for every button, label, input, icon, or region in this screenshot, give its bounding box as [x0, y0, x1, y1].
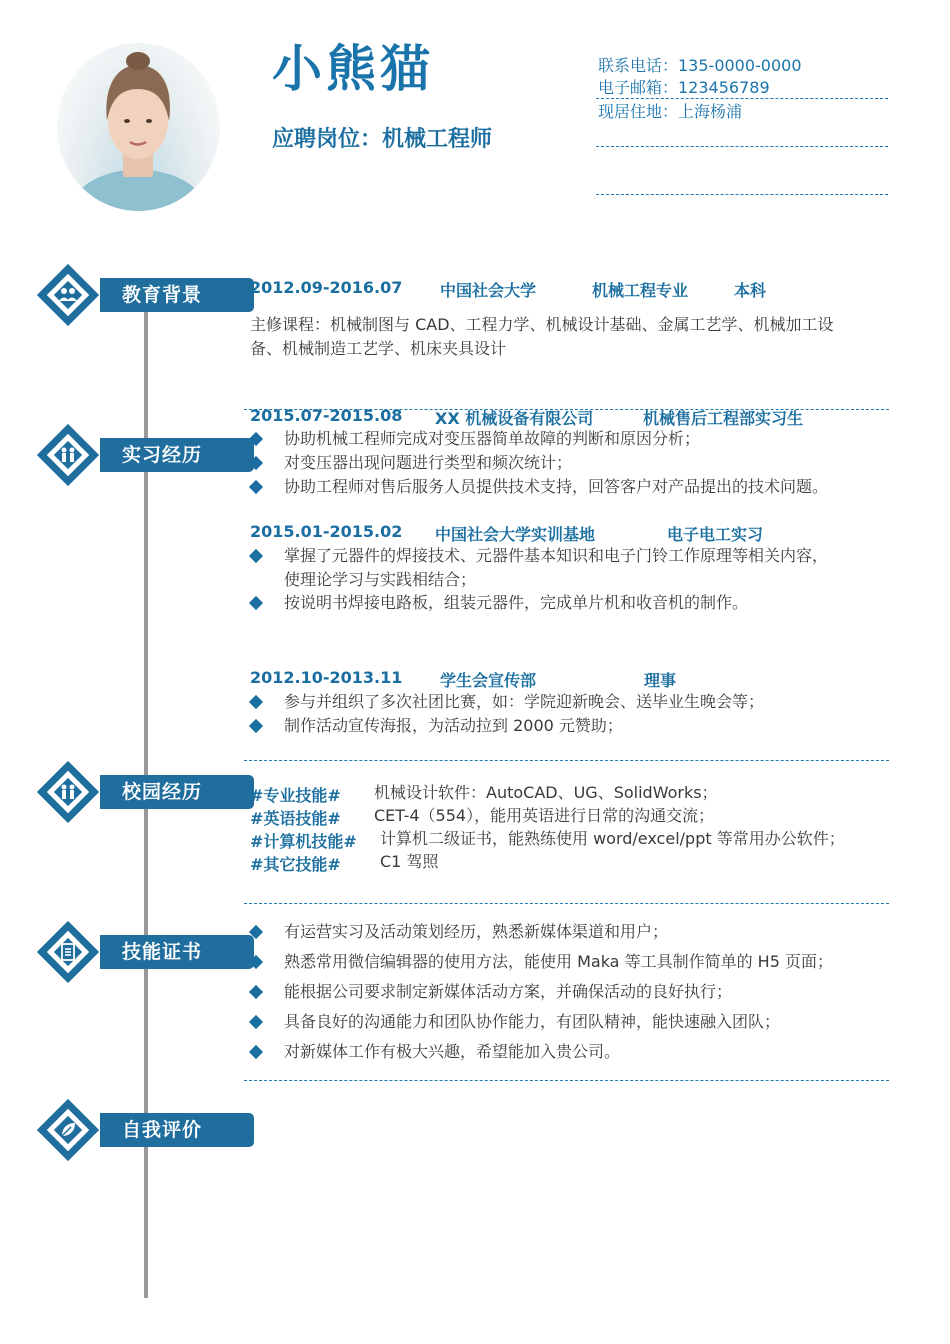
list-item: 熟悉常用微信编辑器的使用方法，能使用 Maka 等工具制作简单的 H5 页面；	[284, 952, 833, 971]
campus-org: 学生会宣传部	[440, 671, 537, 690]
bullet-icon	[249, 985, 263, 999]
contact-phone: 联系电话：135-0000-0000	[598, 56, 802, 75]
leaf-icon	[57, 1119, 79, 1141]
list-item: 协助工程师对售后服务人员提供技术支持，回答客户对产品提出的技术问题。	[284, 477, 829, 496]
bullet-icon	[249, 719, 263, 733]
skill-tag: #计算机技能#	[250, 832, 357, 851]
section-badge-campus	[38, 765, 218, 815]
skill-text: CET-4（554），能用英语进行日常的沟通交流；	[374, 806, 715, 825]
contact-address: 现居住地：上海杨浦	[598, 102, 743, 121]
section-title: 技能证书	[122, 941, 203, 963]
list-item: 能根据公司要求制定新媒体活动方案，并确保活动的良好执行；	[284, 982, 733, 1001]
section-badge-self-eval	[38, 1103, 218, 1153]
list-item: 协助机械工程师完成对变压器简单故障的判断和原因分析；	[284, 429, 701, 448]
section-divider	[244, 1080, 889, 1081]
bullet-icon	[249, 480, 263, 494]
section-badge-education	[38, 268, 218, 318]
candidate-name: 小熊猫	[272, 40, 434, 98]
contact-divider	[596, 146, 888, 147]
job-position: 应聘岗位：机械工程师	[272, 127, 493, 152]
skill-tag: #专业技能#	[250, 786, 341, 805]
section-title: 校园经历	[122, 781, 203, 803]
intern-role: 电子电工实习	[667, 525, 764, 544]
edu-courses: 备、机械制造工艺学、机床夹具设计	[250, 339, 507, 358]
intern-company: XX 机械设备有限公司	[435, 409, 594, 428]
list-item: 有运营实习及活动策划经历，熟悉新媒体渠道和用户；	[284, 922, 669, 941]
list-item: 掌握了元器件的焊接技术、元器件基本知识和电子门铃工作原理等相关内容，	[284, 546, 829, 565]
intern-role: 机械售后工程部实习生	[643, 409, 804, 428]
section-title: 实习经历	[122, 444, 203, 466]
list-item: 参与并组织了多次社团比赛，如：学院迎新晚会、送毕业生晚会等；	[284, 692, 765, 711]
skill-text: 计算机二级证书，能熟练使用 word/excel/ppt 等常用办公软件；	[380, 829, 845, 848]
group-icon	[57, 781, 79, 803]
bullet-icon	[249, 596, 263, 610]
intern-period: 2015.07-2015.08	[250, 406, 403, 425]
skill-tag: #英语技能#	[250, 809, 341, 828]
section-badge-skills	[38, 925, 218, 975]
group-icon	[57, 444, 79, 466]
section-divider	[244, 903, 889, 904]
section-badge-internship	[38, 428, 218, 478]
edu-courses: 主修课程：机械制图与 CAD、工程力学、机械设计基础、金属工艺学、机械加工设	[250, 315, 834, 334]
section-title: 自我评价	[122, 1119, 203, 1141]
bullet-icon	[249, 1015, 263, 1029]
edu-major: 机械工程专业	[592, 281, 689, 300]
list-item: 对新媒体工作有极大兴趣，希望能加入贵公司。	[284, 1042, 621, 1061]
section-divider	[244, 760, 889, 761]
list-item: 具备良好的沟通能力和团队协作能力，有团队精神，能快速融入团队；	[284, 1012, 781, 1031]
bullet-icon	[249, 695, 263, 709]
certificate-icon	[57, 941, 79, 963]
people-icon	[57, 284, 79, 306]
list-item: 按说明书焊接电路板，组装元器件，完成单片机和收音机的制作。	[284, 593, 749, 612]
bullet-icon	[249, 549, 263, 563]
bullet-icon	[249, 1045, 263, 1059]
list-item: 使理论学习与实践相结合；	[284, 570, 477, 589]
contact-email: 电子邮箱：123456789	[598, 78, 770, 97]
portrait-illustration	[57, 43, 220, 211]
section-title: 教育背景	[122, 284, 203, 306]
avatar-photo	[57, 43, 220, 211]
intern-company: 中国社会大学实训基地	[435, 525, 596, 544]
list-item: 对变压器出现问题进行类型和频次统计；	[284, 453, 573, 472]
edu-degree: 本科	[734, 281, 767, 300]
list-item: 制作活动宣传海报，为活动拉到 2000 元赞助；	[284, 716, 623, 735]
intern-period: 2015.01-2015.02	[250, 522, 403, 541]
campus-period: 2012.10-2013.11	[250, 668, 403, 687]
contact-divider	[596, 194, 888, 195]
skill-tag: #其它技能#	[250, 855, 341, 874]
skill-text: C1 驾照	[380, 852, 439, 871]
contact-divider	[596, 98, 888, 99]
edu-period: 2012.09-2016.07	[250, 278, 403, 297]
edu-school: 中国社会大学	[440, 281, 537, 300]
campus-role: 理事	[644, 671, 677, 690]
skill-text: 机械设计软件：AutoCAD、UG、SolidWorks；	[374, 783, 718, 802]
